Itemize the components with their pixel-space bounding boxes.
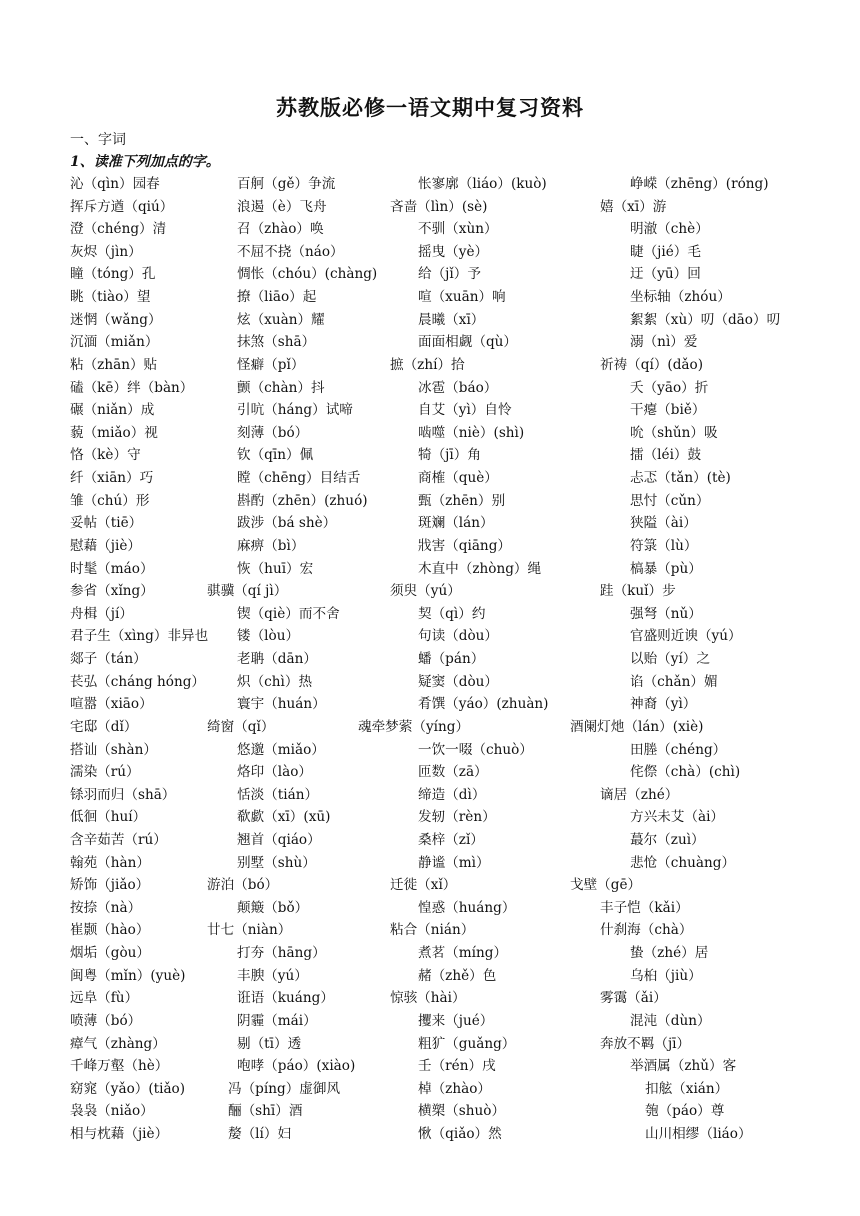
vocab-entry: 坐标轴（zhóu） xyxy=(630,289,731,306)
vocab-entry: 眺（tiào）望 xyxy=(70,289,151,306)
vocab-entry: 肴馔（yáo）(zhuàn) xyxy=(418,696,549,713)
table-row xyxy=(0,467,860,490)
vocab-entry: 迂（yū）回 xyxy=(630,266,701,283)
vocab-entry: 冯（píng）虚御风 xyxy=(228,1080,341,1097)
vocab-entry: 碾（niǎn）成 xyxy=(70,402,155,419)
vocab-entry: 惊骇（hài） xyxy=(390,990,466,1007)
vocab-entry: 横槊（shuò） xyxy=(418,1103,506,1120)
vocab-entry: 狭隘（ài） xyxy=(630,515,697,532)
vocab-entry: 桑梓（zǐ） xyxy=(418,831,484,848)
vocab-entry: 嫠（lí）妇 xyxy=(228,1126,292,1143)
table-row xyxy=(0,1033,860,1056)
table-row xyxy=(0,331,860,354)
vocab-entry: 瞳（tóng）孔 xyxy=(70,266,156,283)
vocab-entry: 赭（zhě）色 xyxy=(418,967,497,984)
vocab-entry: 晨曦（xī） xyxy=(418,311,485,328)
vocab-entry: 攫来（jué） xyxy=(418,1012,494,1029)
vocab-entry: 棹（zhào） xyxy=(418,1080,491,1097)
table-row xyxy=(0,919,860,942)
vocab-entry: 寰宇（huán） xyxy=(237,696,326,713)
vocab-entry: 慰藉（jiè） xyxy=(70,537,141,554)
vocab-entry: 摭（zhí）拾 xyxy=(390,356,465,373)
vocab-entry: 宅邸（dǐ） xyxy=(70,718,138,735)
table-row xyxy=(0,603,860,626)
vocab-entry: 惶惑（huáng） xyxy=(418,899,516,916)
vocab-entry: 絮絮（xù）叨（dāo）叨 xyxy=(630,311,781,328)
vocab-entry: 思忖（cǔn） xyxy=(630,492,710,509)
vocab-entry: 举酒属（zhǔ）客 xyxy=(630,1058,737,1075)
vocab-entry: 嬉（xī）游 xyxy=(600,198,667,215)
vocab-entry: 雏（chú）形 xyxy=(70,492,150,509)
vocab-entry: 甄（zhēn）别 xyxy=(418,492,506,509)
vocab-entry: 沉湎（miǎn） xyxy=(70,334,159,351)
vocab-entry: 乌桕（jiù） xyxy=(630,967,702,984)
table-row xyxy=(0,1078,860,1101)
vocab-entry: 吝啬（lìn）(sè) xyxy=(390,198,488,215)
table-row xyxy=(0,218,860,241)
table-row xyxy=(0,422,860,445)
table-row xyxy=(0,535,860,558)
vocab-entry: 不屈不挠（náo） xyxy=(237,243,344,260)
vocab-entry: 时髦（máo） xyxy=(70,560,154,577)
vocab-entry: 疑窦（dòu） xyxy=(418,673,499,690)
vocab-entry: 铩羽而归（shā） xyxy=(70,786,176,803)
vocab-entry: 田塍（chéng） xyxy=(630,741,727,758)
vocab-entry: 打夯（hāng） xyxy=(237,945,326,962)
vocab-entry: 什刹海（chà） xyxy=(600,922,693,939)
vocab-entry: 静谧（mì） xyxy=(418,854,490,871)
vocab-entry: 雾霭（ǎi） xyxy=(600,990,667,1007)
vocab-entry: 溺（nì）爱 xyxy=(630,334,698,351)
vocab-entry: 炽（chì）热 xyxy=(237,673,313,690)
table-row xyxy=(0,377,860,400)
vocab-entry: 蕞尔（zuì） xyxy=(630,831,705,848)
vocab-entry: 方兴未艾（ài） xyxy=(630,809,725,826)
vocab-entry: 谄（chǎn）媚 xyxy=(630,673,718,690)
vocab-entry: 发轫（rèn） xyxy=(418,809,496,826)
vocab-entry: 袅袅（niǎo） xyxy=(70,1103,154,1120)
vocab-entry: 召（zhào）唤 xyxy=(237,221,324,238)
vocab-entry: 丰子恺（kǎi） xyxy=(600,899,689,916)
table-row xyxy=(0,444,860,467)
table-row xyxy=(0,558,860,581)
vocab-entry: 千峰万壑（hè） xyxy=(70,1058,169,1075)
vocab-entry: 君子生（xìng）非异也 xyxy=(70,628,209,645)
vocab-entry: 符箓（lù） xyxy=(630,537,698,554)
table-row xyxy=(0,241,860,264)
vocab-entry: 浪遏（è）飞舟 xyxy=(237,198,327,215)
table-row xyxy=(0,874,860,897)
table-row xyxy=(0,648,860,671)
vocab-entry: 颠簸（bǒ） xyxy=(237,899,309,916)
vocab-entry: 窈窕（yǎo）(tiǎo) xyxy=(70,1080,186,1097)
vocab-entry: 按捺（nà） xyxy=(70,899,142,916)
vocab-entry: 木直中（zhòng）绳 xyxy=(418,560,542,577)
table-row xyxy=(0,625,860,648)
vocab-entry: 磕（kē）绊（bàn） xyxy=(70,379,194,396)
vocab-entry: 缔造（dì） xyxy=(418,786,486,803)
vocab-entry: 矫饰（jiǎo） xyxy=(70,877,150,894)
vocab-entry: 睫（jié）毛 xyxy=(630,243,701,260)
table-row xyxy=(0,263,860,286)
table-row xyxy=(0,987,860,1010)
vocab-entry: 丰腴（yú） xyxy=(237,967,308,984)
table-row xyxy=(0,761,860,784)
table-row xyxy=(0,196,860,219)
vocab-entry: 槁暴（pù） xyxy=(630,560,702,577)
vocab-entry: 颤（chàn）抖 xyxy=(237,379,325,396)
vocab-entry: 给（jǐ）予 xyxy=(418,266,481,283)
vocab-entry: 神裔（yì） xyxy=(630,696,697,713)
vocab-entry: 钦（qīn）佩 xyxy=(237,447,314,464)
vocab-entry: 锲（qiè）而不舍 xyxy=(237,605,340,622)
vocab-entry: 匏（páo）尊 xyxy=(645,1103,725,1120)
vocab-entry: 恬淡（tián） xyxy=(237,786,319,803)
vocab-entry: 沁（qìn）园春 xyxy=(70,176,160,192)
vocab-entry: 翘首（qiáo） xyxy=(237,831,321,848)
vocab-entry: 抹煞（shā） xyxy=(237,334,316,351)
vocab-entry: 恪（kè）守 xyxy=(70,447,141,464)
table-row xyxy=(0,512,860,535)
vocab-entry: 祈祷（qí）(dǎo) xyxy=(600,356,704,373)
vocab-entry: 契（qì）约 xyxy=(418,605,486,622)
vocab-entry: 扣舷（xián） xyxy=(645,1080,729,1097)
vocab-entry: 游泊（bó） xyxy=(207,877,279,894)
vocab-entry: 以贻（yí）之 xyxy=(630,651,710,668)
vocab-entry: 吮（shǔn）吸 xyxy=(630,424,718,441)
vocab-entry: 商榷（què） xyxy=(418,470,498,487)
vocab-entry: 搭讪（shàn） xyxy=(70,741,157,758)
table-row xyxy=(0,852,860,875)
vocab-entry: 阴霾（mái） xyxy=(237,1012,317,1029)
vocab-entry: 骐骥（qí jì） xyxy=(207,583,288,600)
vocab-entry: 侘傺（chà）(chì) xyxy=(630,764,741,781)
table-row xyxy=(0,693,860,716)
vocab-entry: 粘合（nián） xyxy=(390,922,475,939)
vocab-entry: 相与枕藉（jiè） xyxy=(70,1126,169,1143)
vocab-entry: 酒阑灯灺（lán）(xiè) xyxy=(570,718,704,735)
vocab-entry: 啮噬（niè）(shì) xyxy=(418,424,525,441)
table-row xyxy=(0,399,860,422)
table-row xyxy=(0,806,860,829)
vocab-entry: 悠邈（miǎo） xyxy=(237,741,325,758)
vocab-entry: 闽粤（mǐn）(yuè) xyxy=(70,967,186,984)
vocab-entry: 舟楫（jí） xyxy=(70,605,133,622)
table-row xyxy=(0,739,860,762)
vocab-entry: 蛰（zhé）居 xyxy=(630,945,709,962)
table-row xyxy=(0,490,860,513)
vocab-entry: 山川相缪（liáo） xyxy=(645,1126,752,1143)
table-row xyxy=(0,1123,860,1146)
vocab-entry: 自艾（yì）自怜 xyxy=(418,402,512,419)
vocab-entry: 干瘪（biě） xyxy=(630,402,706,419)
table-row xyxy=(0,716,860,739)
vocab-entry: 远阜（fù） xyxy=(70,990,139,1007)
vocab-entry: 面面相觑（qù） xyxy=(418,334,518,351)
table-row xyxy=(0,580,860,603)
vocab-entry: 郯子（tán） xyxy=(70,651,147,668)
vocab-entry: 百舸（gě）争流 xyxy=(237,176,336,192)
vocab-entry: 跋涉（bá shè） xyxy=(237,515,337,532)
vocab-entry: 瞠（chēng）目结舌 xyxy=(237,470,361,487)
vocab-entry: 壬（rén）戌 xyxy=(418,1058,496,1075)
vocab-entry: 喧（xuān）响 xyxy=(418,289,506,306)
page-title: 苏教版必修一语文期中复习资料 xyxy=(276,95,584,120)
vocab-entry: 跬（kuǐ）步 xyxy=(600,583,676,600)
vocab-entry: 剔（tī）透 xyxy=(237,1035,302,1052)
vocab-entry: 怅寥廓（liáo）(kuò) xyxy=(418,176,547,192)
vocab-entry: 刻薄（bó） xyxy=(237,424,309,441)
vocab-entry: 夭（yāo）折 xyxy=(630,379,709,396)
vocab-entry: 灰烬（jìn） xyxy=(70,243,142,260)
vocab-entry: 犄（jī）角 xyxy=(418,447,481,464)
vocab-entry: 斑斓（lán） xyxy=(418,515,494,532)
vocab-entry: 绮窗（qǐ） xyxy=(207,718,275,735)
vocab-entry: 炫（xuàn）耀 xyxy=(237,311,325,328)
vocab-entry: 强弩（nǔ） xyxy=(630,605,702,622)
vocab-entry: 纤（xiān）巧 xyxy=(70,470,154,487)
vocab-entry: 恢（huī）宏 xyxy=(237,560,314,577)
vocab-entry: 粗犷（guǎng） xyxy=(418,1035,516,1052)
vocab-entry: 烟垢（gòu） xyxy=(70,945,151,962)
vocab-entry: 蟠（pán） xyxy=(418,651,485,668)
vocab-entry: 喧嚣（xiāo） xyxy=(70,696,153,713)
vocab-entry: 镂（lòu） xyxy=(237,628,300,645)
table-row xyxy=(0,942,860,965)
vocab-entry: 苌弘（cháng hóng） xyxy=(70,673,206,690)
vocab-entry: 欷歔（xī）(xū) xyxy=(237,809,331,826)
table-row xyxy=(0,829,860,852)
vocab-entry: 藐（miǎo）视 xyxy=(70,424,158,441)
vocab-entry: 擂（léi）鼓 xyxy=(630,447,702,464)
vocab-entry: 麻痹（bì） xyxy=(237,537,305,554)
vocab-entry: 崔颢（hào） xyxy=(70,922,150,939)
table-row xyxy=(0,286,860,309)
vocab-entry: 翰苑（hàn） xyxy=(70,854,150,871)
vocab-entry: 官盛则近谀（yú） xyxy=(630,628,742,645)
vocab-entry: 摇曳（yè） xyxy=(418,243,489,260)
vocab-entry: 混沌（dùn） xyxy=(630,1012,711,1029)
vocab-entry: 一饮一啜（chuò） xyxy=(418,741,533,758)
vocab-entry: 迷惘（wǎng） xyxy=(70,311,162,328)
vocab-entry: 明澈（chè） xyxy=(630,221,709,238)
vocab-entry: 愀（qiǎo）然 xyxy=(418,1126,502,1143)
vocab-entry: 老聃（dān） xyxy=(237,651,317,668)
table-row xyxy=(0,309,860,332)
section-heading: 一、字词 xyxy=(70,132,126,148)
vocab-entry: 须臾（yú） xyxy=(390,583,461,600)
vocab-entry: 低徊（huí） xyxy=(70,809,147,826)
vocab-entry: 酾（shī）酒 xyxy=(228,1103,303,1120)
vocab-entry: 峥嵘（zhēng）(róng) xyxy=(630,176,769,192)
subsection-heading: 1、读准下列加点的字。 xyxy=(70,154,220,170)
vocab-entry: 忐忑（tǎn）(tè) xyxy=(630,470,731,487)
table-row xyxy=(0,173,860,196)
table-row xyxy=(0,354,860,377)
table-row xyxy=(0,671,860,694)
vocab-entry: 冰雹（báo） xyxy=(418,379,498,396)
vocab-entry: 挥斥方遒（qiú） xyxy=(70,198,174,215)
vocab-entry: 煮茗（míng） xyxy=(418,945,508,962)
vocab-entry: 喷薄（bó） xyxy=(70,1012,142,1029)
vocab-entry: 谪居（zhé） xyxy=(600,786,679,803)
table-row xyxy=(0,1100,860,1123)
vocab-entry: 戈壁（gē） xyxy=(570,877,642,894)
vocab-entry: 妥帖（tiē） xyxy=(70,515,143,532)
table-row xyxy=(0,1010,860,1033)
vocab-entry: 奔放不羁（jī） xyxy=(600,1035,691,1052)
vocab-entry: 参省（xǐng） xyxy=(70,583,154,600)
vocab-entry: 撩（liāo）起 xyxy=(237,289,317,306)
table-row xyxy=(0,784,860,807)
vocab-entry: 惆怅（chóu）(chàng) xyxy=(237,266,378,283)
vocab-entry: 澄（chéng）清 xyxy=(70,221,167,238)
vocab-entry: 匝数（zā） xyxy=(418,764,488,781)
vocab-entry: 咆哮（páo）(xiào) xyxy=(237,1058,356,1075)
vocab-entry: 斟酌（zhēn）(zhuó) xyxy=(237,492,368,509)
vocab-entry: 廿七（niàn） xyxy=(207,922,292,939)
vocab-entry: 魂牵梦萦（yíng） xyxy=(358,718,470,735)
vocab-entry: 别墅（shù） xyxy=(237,854,316,871)
vocab-entry: 迁徙（xǐ） xyxy=(390,877,457,894)
table-row xyxy=(0,897,860,920)
vocab-entry: 悲怆（chuàng） xyxy=(630,854,736,871)
vocab-entry: 烙印（lào） xyxy=(237,764,313,781)
table-row xyxy=(0,1055,860,1078)
vocab-entry: 濡染（rú） xyxy=(70,764,140,781)
vocab-entry: 引吭（háng）试啼 xyxy=(237,402,353,419)
vocab-entry: 粘（zhān）贴 xyxy=(70,356,158,373)
vocab-entry: 瘴气（zhàng） xyxy=(70,1035,166,1052)
table-row xyxy=(0,965,860,988)
vocab-entry: 怪癖（pǐ） xyxy=(237,356,305,373)
vocab-entry: 含辛茹苦（rú） xyxy=(70,831,167,848)
vocab-entry: 戕害（qiāng） xyxy=(418,537,511,554)
vocab-entry: 不驯（xùn） xyxy=(418,221,498,238)
vocab-entry: 诳语（kuáng） xyxy=(237,990,334,1007)
vocab-entry: 句读（dòu） xyxy=(418,628,499,645)
